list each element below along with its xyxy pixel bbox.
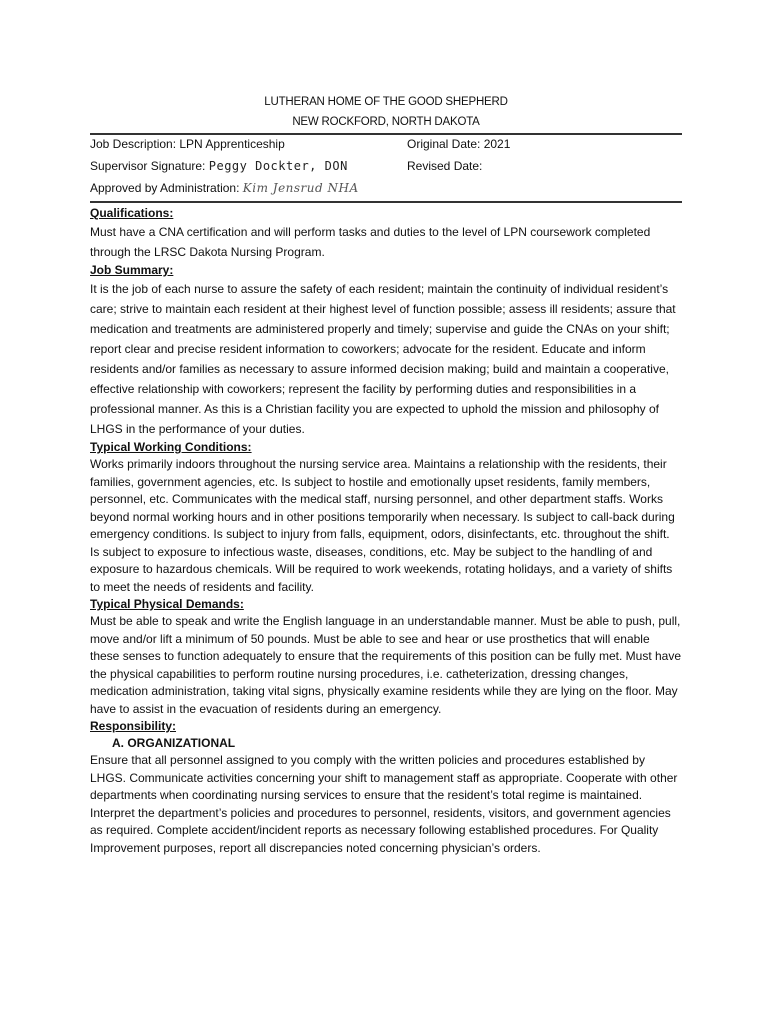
supervisor-signature-label: Supervisor Signature: <box>90 159 206 173</box>
org-name: LUTHERAN HOME OF THE GOOD SHEPHERD <box>264 96 508 108</box>
organizational-heading: A. ORGANIZATIONAL <box>112 736 236 750</box>
working-conditions-text: Works primarily indoors throughout the nursing service area. Maintains a relationship with the residents, their families, government agencies, etc. Is subject to hostile and emotionally upset residents, family members, personnel, etc. Communicates with the medical staff, nursing personnel, and other department staffs. Works beyond normal working hours and in other positions temporarily when necessary. Is subject to call-back during emergency conditions. Is subject to injury from falls, equipment, odors, disinfectants, etc. throughout the shift. Is subject to exposure to infectious waste, diseases, conditions, etc. May be subject to the handling of and exposure to hazardous chemicals. Will be required to work weekends, rotating holidays, and a variety of shifts to meet the needs of residents and facility. <box>90 457 675 594</box>
qualifications-heading: Qualifications: <box>90 206 174 220</box>
job-summary-heading: Job Summary: <box>90 263 174 277</box>
physical-demands-heading: Typical Physical Demands: <box>90 597 244 611</box>
organizational-text: Ensure that all personnel assigned to you comply with the written policies and procedures established by LHGS. Communicate activities concerning your shift to management staff as appropriate. Cooperate with other departments when coordinating nursing services to ensure that the resident’s total regime is maintained. Interpret the department’s policies and procedures to personnel, residents, visitors, and government agencies as required. Complete accident/incident reports as necessary following established procedures. For Quality Improvement purposes, report all discrepancies noted concerning physician’s orders. <box>90 753 678 855</box>
job-summary-text: It is the job of each nurse to assure the safety of each resident; maintain the continuity of individual resident’s care; strive to maintain each resident at their highest level of function possible; assess ill residents; assure that medication and treatments are administered properly and timely; supervise and guide the CNAs on your shift; report clear and precise resident information to coworkers; advocate for the resident. Educate and inform residents and/or families as necessary to assure informed decision making; build and maintain a cooperative, effective relationship with coworkers; represent the facility by performing duties and responsibilities in a professional manner. As this is a Christian facility you are expected to uphold the mission and philosophy of LHGS in the performance of your duties. <box>90 282 676 436</box>
org-location: NEW ROCKFORD, NORTH DAKOTA <box>292 116 480 128</box>
working-conditions-heading: Typical Working Conditions: <box>90 440 252 454</box>
job-description-label: Job Description: LPN Apprenticeship <box>90 137 285 151</box>
administrator-signature: Kim Jensrud NHA <box>242 181 359 195</box>
revised-date-label: Revised Date: <box>407 159 483 173</box>
original-date-label: Original Date: 2021 <box>407 137 511 151</box>
approved-by-label: Approved by Administration: <box>90 181 240 195</box>
supervisor-signature: Peggy Dockter, DON <box>208 159 348 173</box>
qualifications-text: Must have a CNA certification and will perform tasks and duties to the level of LPN coursework completed through the LRSC Dakota Nursing Program. <box>90 225 651 259</box>
supervisor-signature-row <box>90 159 348 173</box>
document-page <box>90 92 682 857</box>
document-meta <box>90 135 682 201</box>
physical-demands-text: Must be able to speak and write the English language in an understandable manner. Must be able to push, pull, move and/or lift a minimum of 50 pounds. Must be able to see and hear or use prosthetics that will enable these senses to function adequately to ensure that the requirements of this position can be fully met. Must have the physical capabilities to perform routine nursing procedures, i.e. catheterization, dressing changes, medication administration, taking vital signs, physically examine residents while they are lying on the floor. May have to assist in the evacuation of residents during an emergency. <box>90 614 682 716</box>
responsibility-heading: Responsibility: <box>90 719 177 733</box>
approved-by-row <box>90 181 359 195</box>
